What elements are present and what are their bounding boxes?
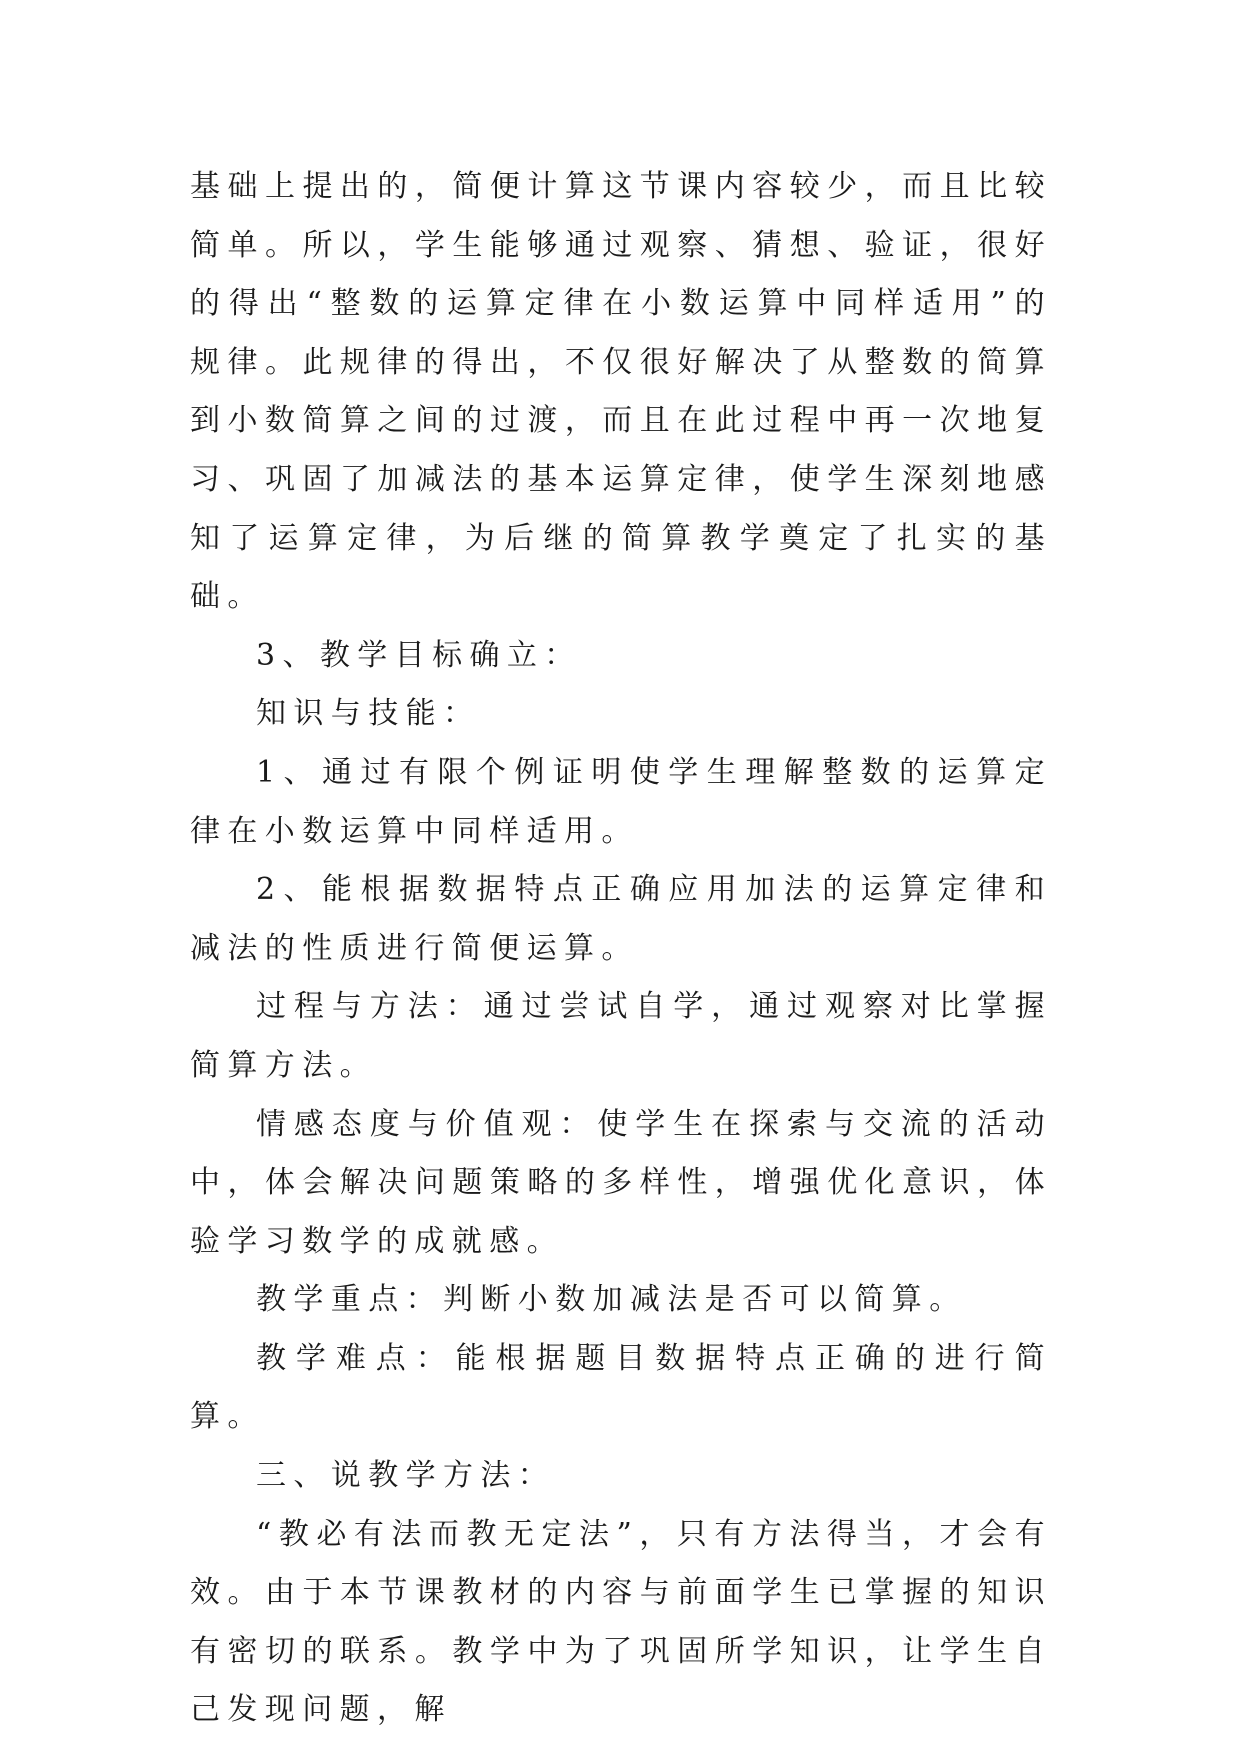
paragraph-attitude-values: 情感态度与价值观：使学生在探索与交流的活动中，体会解决问题策略的多样性，增强优化意识，体验学习数学的成就感。	[190, 1106, 1052, 1259]
document-body	[190, 158, 1052, 1740]
paragraph-goal-2: 2、能根据数据特点正确应用加法的运算定律和减法的性质进行简便运算。	[190, 872, 1052, 966]
paragraph-intro-continuation: 基础上提出的，简便计算这节课内容较少，而且比较简单。所以，学生能够通过观察、猜想、验证，很好的得出“整数的运算定律在小数运算中同样适用”的规律。此规律的得出，不仅很好解决了从整数的简算到小数简算之间的过渡，而且在此过程中再一次地复习、巩固了加减法的基本运算定律，使学生深刻地感知了运算定律，为后继的简算教学奠定了扎实的基础。	[190, 169, 1052, 615]
paragraph-knowledge-skills-heading: 知识与技能：	[256, 696, 481, 732]
paragraph-goal-1: 1、通过有限个例证明使学生理解整数的运算定律在小数运算中同样适用。	[190, 754, 1052, 849]
paragraph-section-teaching-goals: 3、教学目标确立：	[256, 637, 582, 673]
paragraph-section-teaching-method: 三、说教学方法：	[256, 1458, 556, 1494]
paragraph-difficult-point: 教学难点：能根据题目数据特点正确的进行简算。	[190, 1340, 1052, 1435]
paragraph-process-method: 过程与方法：通过尝试自学，通过观察对比掌握简算方法。	[190, 989, 1052, 1083]
paragraph-key-point: 教学重点：判断小数加减法是否可以简算。	[256, 1282, 967, 1318]
paragraph-method-description: “教必有法而教无定法”，只有方法得当，才会有效。由于本节课教材的内容与前面学生已掌握的知识有密切的联系。教学中为了巩固所学知识，让学生自己发现问题，解	[190, 1516, 1052, 1728]
